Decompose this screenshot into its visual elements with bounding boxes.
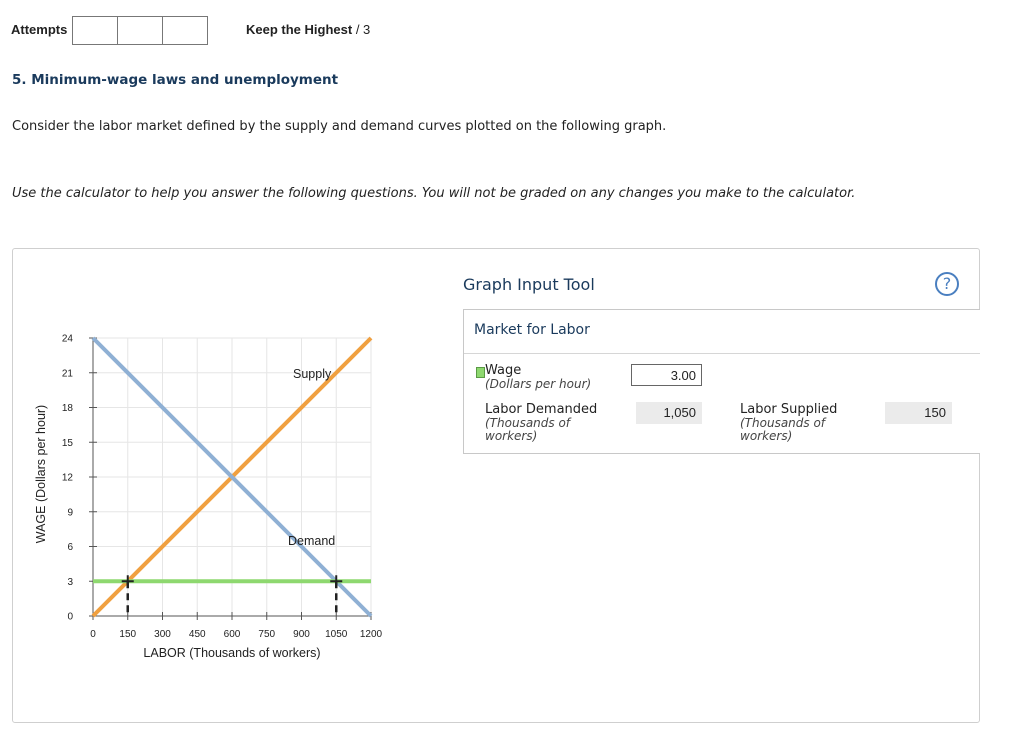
labor-supplied-value: 150 bbox=[885, 402, 952, 424]
question-intro: Consider the labor market defined by the supply and demand curves plotted on the following graph. bbox=[12, 119, 667, 134]
help-icon[interactable]: ? bbox=[935, 272, 959, 296]
wage-unit: (Dollars per hour) bbox=[485, 377, 592, 391]
attempts-boxes bbox=[72, 16, 208, 45]
keep-highest-label bbox=[246, 22, 370, 37]
supply-curve-label: Supply bbox=[293, 367, 332, 381]
x-tick-label: 750 bbox=[258, 629, 276, 640]
labor-supplied-label: Labor Supplied bbox=[740, 402, 838, 417]
labor-supplied-unit-2: workers) bbox=[740, 429, 793, 443]
tool-divider bbox=[464, 353, 980, 354]
labor-supplied-unit-1: (Thousands of bbox=[740, 416, 826, 430]
market-for-labor-title: Market for Labor bbox=[474, 322, 590, 338]
x-tick-label: 1200 bbox=[359, 629, 383, 640]
labor-demanded-label: Labor Demanded bbox=[485, 402, 598, 417]
attempt-box-1 bbox=[73, 17, 118, 44]
x-tick-label: 900 bbox=[293, 629, 310, 640]
y-tick-label: 6 bbox=[67, 542, 73, 553]
y-tick-label: 0 bbox=[67, 611, 73, 623]
x-tick-label: 600 bbox=[223, 629, 241, 640]
y-axis-label: WAGE (Dollars per hour) bbox=[34, 404, 48, 544]
x-tick-label: 450 bbox=[188, 629, 206, 640]
graph-panel bbox=[12, 248, 980, 723]
demand-curve-label: Demand bbox=[288, 534, 336, 548]
wage-input[interactable] bbox=[631, 364, 702, 386]
y-tick-label: 9 bbox=[67, 507, 73, 519]
y-tick-label: 18 bbox=[61, 403, 73, 414]
y-tick-label: 21 bbox=[61, 368, 73, 380]
keep-highest-value: / 3 bbox=[355, 22, 371, 37]
calculator-note: Use the calculator to help you answer the following questions. You will not be graded on any changes you make to the calculator. bbox=[12, 186, 856, 201]
y-tick-label: 15 bbox=[61, 437, 73, 449]
labor-demanded-unit-2: workers) bbox=[485, 429, 538, 443]
keep-highest-text: Keep the Highest bbox=[246, 22, 353, 37]
attempt-box-3 bbox=[163, 17, 207, 44]
x-tick-label: 300 bbox=[154, 629, 171, 640]
y-tick-label: 12 bbox=[61, 472, 73, 484]
x-tick-label: 0 bbox=[90, 629, 96, 640]
labor-market-graph[interactable] bbox=[13, 249, 463, 722]
labor-demanded-value: 1,050 bbox=[636, 402, 702, 424]
graph-input-tool-title: Graph Input Tool bbox=[463, 275, 595, 294]
wage-swatch-icon bbox=[476, 367, 485, 378]
labor-demanded-unit-1: (Thousands of bbox=[485, 416, 571, 430]
y-tick-label: 3 bbox=[67, 576, 73, 588]
question-title: 5. Minimum-wage laws and unemployment bbox=[12, 72, 339, 88]
graph-input-tool bbox=[463, 309, 980, 454]
y-tick-label: 24 bbox=[61, 333, 73, 345]
x-tick-label: 150 bbox=[119, 629, 137, 640]
x-axis-label: LABOR (Thousands of workers) bbox=[143, 646, 321, 660]
wage-label: Wage bbox=[485, 363, 522, 378]
attempts-label: Attempts bbox=[11, 22, 68, 37]
x-tick-label: 1050 bbox=[325, 629, 348, 640]
attempt-box-2 bbox=[118, 17, 163, 44]
